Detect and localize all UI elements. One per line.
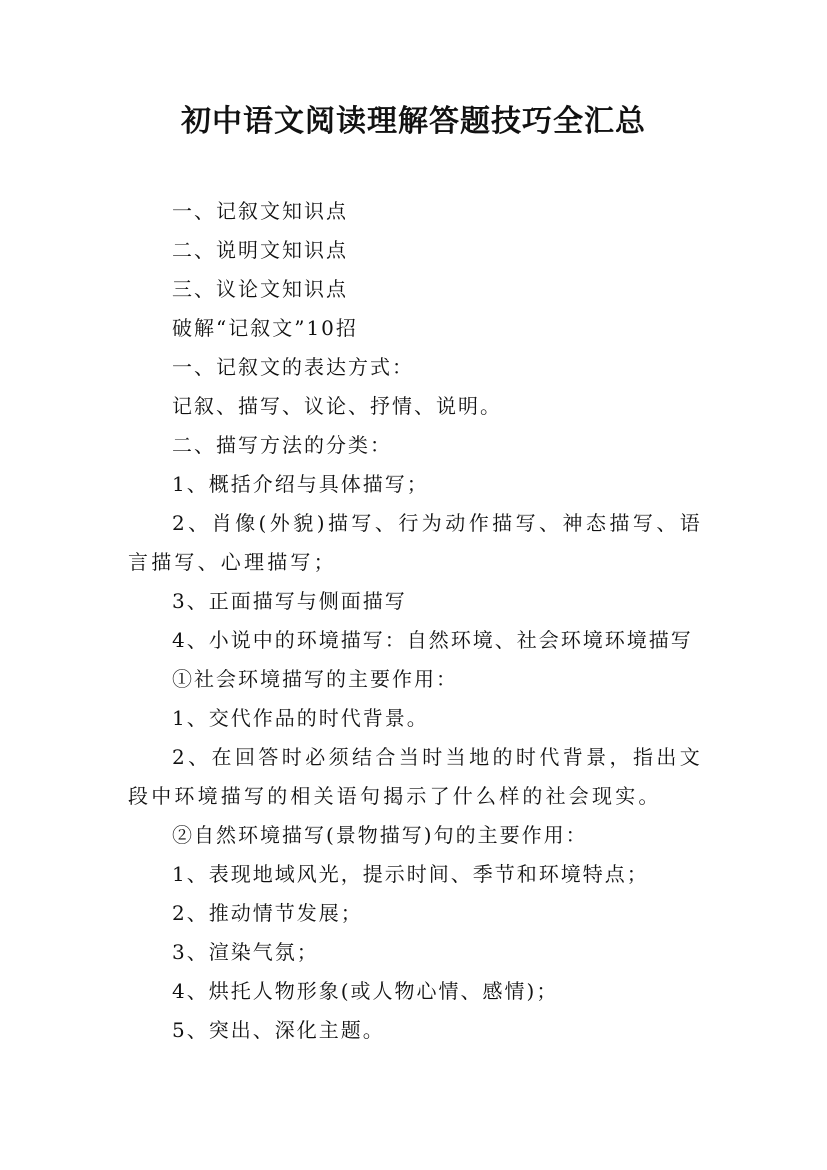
paragraph: 4、小说中的环境描写：自然环境、社会环境环境描写 — [172, 628, 693, 652]
paragraph: 1、表现地域风光，提示时间、季节和环境特点； — [172, 862, 649, 886]
paragraph: ①社会环境描写的主要作用： — [172, 667, 458, 691]
paragraph: 破解“记叙文”10招 — [172, 316, 358, 340]
paragraph: ②自然环境描写(景物描写)句的主要作用： — [172, 823, 588, 847]
paragraph: 一、记叙文知识点 — [172, 199, 348, 223]
paragraph: 5、突出、深化主题。 — [172, 1018, 385, 1042]
paragraph: 4、烘托人物形象(或人物心情、感情)； — [172, 979, 559, 1003]
paragraph: 2、肖像(外貌)描写、行为动作描写、神态描写、语言描写、心理描写； — [128, 511, 703, 574]
paragraph: 3、正面描写与侧面描写 — [172, 589, 407, 613]
paragraph: 1、交代作品的时代背景。 — [172, 706, 429, 730]
paragraph: 二、描写方法的分类： — [172, 433, 392, 457]
paragraph: 二、说明文知识点 — [172, 238, 348, 262]
document-body — [128, 192, 703, 1050]
paragraph: 2、推动情节发展； — [172, 901, 363, 925]
paragraph: 2、在回答时必须结合当时当地的时代背景，指出文段中环境描写的相关语句揭示了什么样的社会现实。 — [128, 745, 703, 808]
document-title: 初中语文阅读理解答题技巧全汇总 — [181, 104, 646, 139]
paragraph: 一、记叙文的表达方式： — [172, 355, 414, 379]
paragraph: 3、渲染气氛； — [172, 940, 319, 964]
paragraph: 三、议论文知识点 — [172, 277, 348, 301]
paragraph: 1、概括介绍与具体描写； — [172, 472, 429, 496]
paragraph: 记叙、描写、议论、抒情、说明。 — [172, 394, 502, 418]
